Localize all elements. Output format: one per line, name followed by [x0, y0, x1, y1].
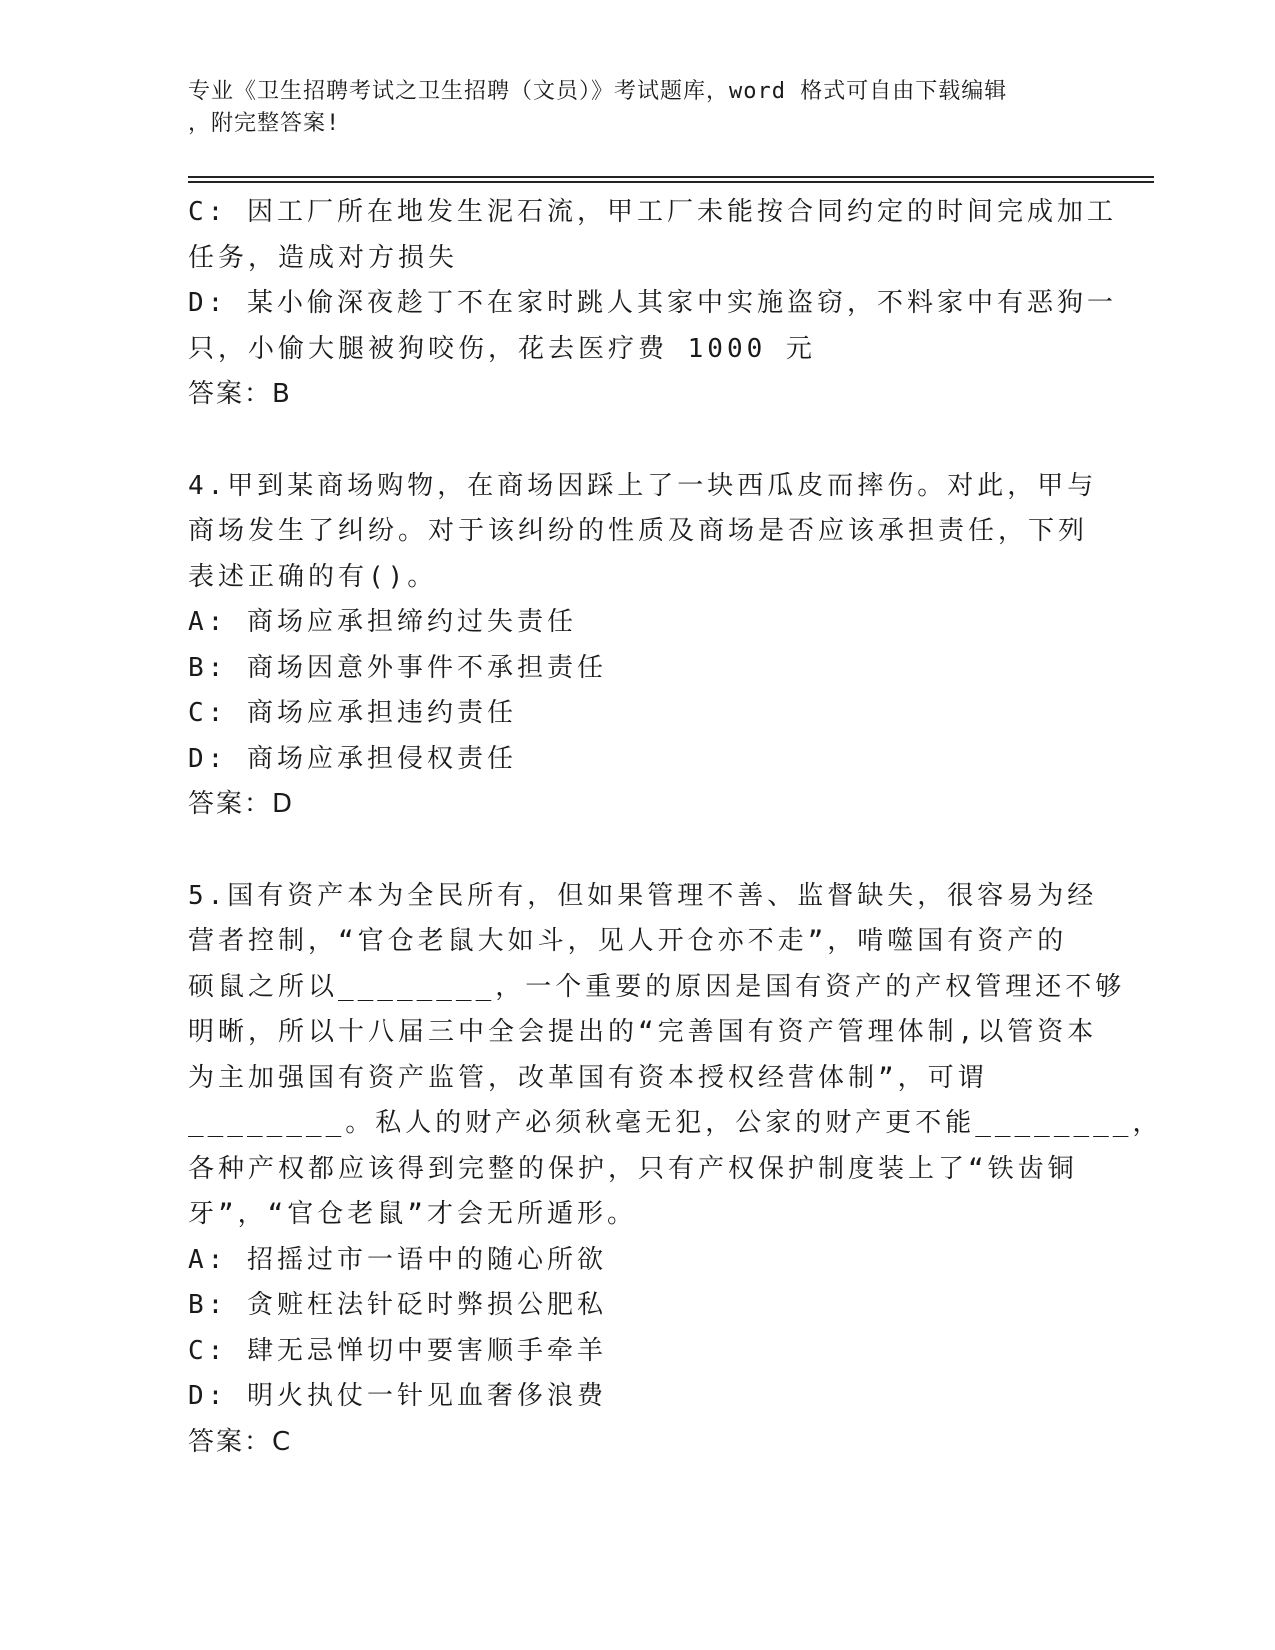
q5-stem-line-4: 明晰，所以十八届三中全会提出的“完善国有资产管理体制,以管资本: [188, 1017, 1098, 1047]
q5-option-c: C: 肆无忌惮切中要害顺手牵羊: [188, 1335, 607, 1366]
q4-option-d: D: 商场应承担侵权责任: [188, 743, 517, 774]
q5-stem-line-1: 5.国有资产本为全民所有，但如果管理不善、监督缺失，很容易为经: [188, 880, 1098, 911]
q4-option-a: A: 商场应承担缔约过失责任: [188, 607, 577, 637]
q3-option-d-line-2: 只，小偷大腿被狗咬伤，花去医疗费 1000 元: [188, 333, 816, 364]
q5-answer: 答案：C: [188, 1426, 293, 1457]
q5-option-a: A: 招摇过市一语中的随心所欲: [188, 1244, 607, 1275]
q4-option-b: B: 商场因意外事件不承担责任: [188, 652, 607, 683]
spacer: [188, 828, 1078, 874]
q3-option-c-line-2: 任务，造成对方损失: [188, 242, 459, 273]
q4-stem-line-3: 表述正确的有()。: [188, 561, 438, 592]
spacer: [188, 418, 1078, 464]
header-title-line-1: 专业《卫生招聘考试之卫生招聘（文员）》考试题库，word 格式可自由下载编辑: [188, 79, 1008, 104]
question-3-tail: [188, 190, 1117, 418]
q3-answer: 答案：B: [188, 379, 292, 409]
document-header: [188, 76, 1068, 140]
q5-stem-line-6: ________。私人的财产必须秋毫无犯，公家的财产更不能________，: [188, 1108, 1163, 1138]
q3-option-c-line-1: C: 因工厂所在地发生泥石流，甲工厂未能按合同约定的时间完成加工: [188, 197, 1117, 227]
question-4: [188, 464, 1098, 828]
q4-option-c: C: 商场应承担违约责任: [188, 698, 517, 728]
q5-option-d: D: 明火执仗一针见血奢侈浪费: [188, 1381, 607, 1411]
header-divider-bottom: [188, 181, 1154, 183]
q5-stem-line-3: 硕鼠之所以________，一个重要的原因是国有资产的产权管理还不够: [188, 971, 1126, 1002]
q5-stem-line-2: 营者控制，“官仓老鼠大如斗，见人开仓亦不走”，啃噬国有资产的: [188, 926, 1068, 956]
question-content: [188, 190, 1163, 1465]
q4-stem-line-2: 商场发生了纠纷。对于该纠纷的性质及商场是否应该承担责任，下列: [188, 516, 1089, 546]
header-divider-top: [188, 176, 1154, 178]
q4-answer: 答案：D: [188, 789, 295, 819]
q5-stem-line-7: 各种产权都应该得到完整的保护，只有产权保护制度装上了“铁齿铜: [188, 1153, 1078, 1184]
q5-stem-line-8: 牙”，“官仓老鼠”才会无所遁形。: [188, 1199, 637, 1229]
q5-stem-line-5: 为主加强国有资产监管，改革国有资本授权经营体制”，可谓: [188, 1062, 988, 1093]
q3-option-d-line-1: D: 某小偷深夜趁丁不在家时跳人其家中实施盗窃，不料家中有恶狗一: [188, 288, 1117, 318]
question-5: [188, 874, 1163, 1466]
q5-option-b: B: 贪赃枉法针砭时弊损公肥私: [188, 1290, 607, 1320]
q4-stem-line-1: 4.甲到某商场购物，在商场因踩上了一块西瓜皮而摔伤。对此，甲与: [188, 470, 1098, 501]
header-title-line-2: ，附完整答案!: [188, 111, 341, 136]
